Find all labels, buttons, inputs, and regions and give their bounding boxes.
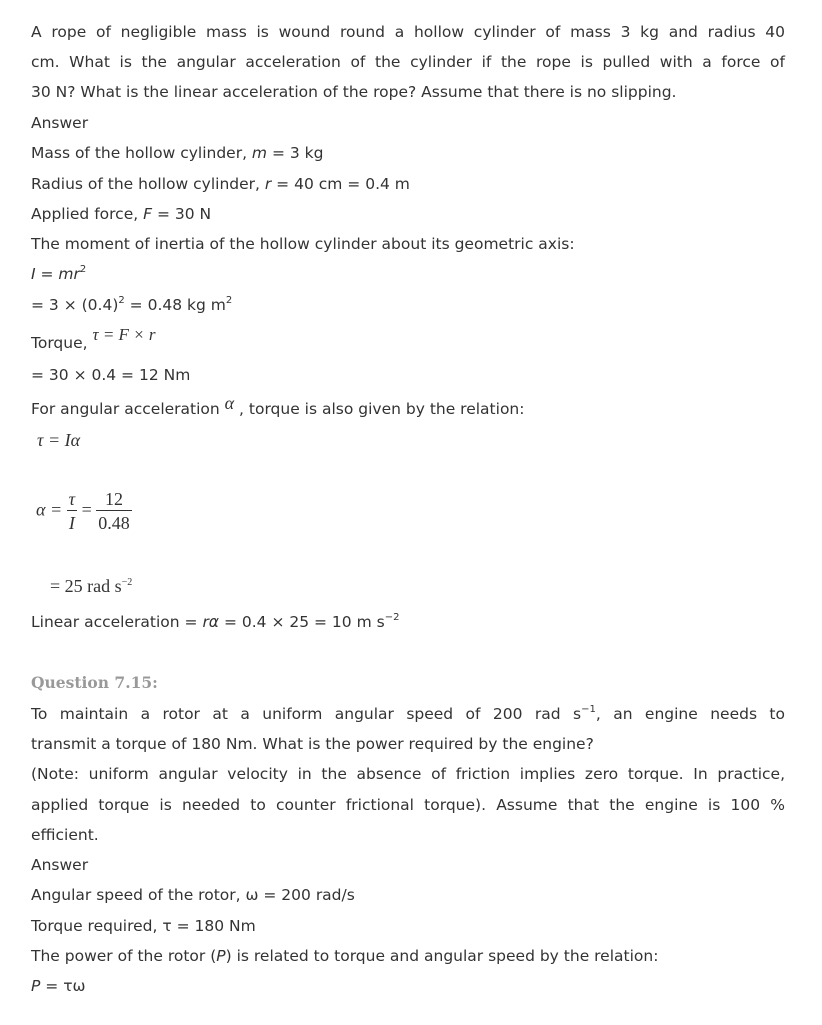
moi-calc-b: = 0.48 kg m bbox=[124, 296, 226, 314]
q14-alpha-result bbox=[50, 576, 132, 596]
q14-mass-line bbox=[31, 143, 323, 163]
torque-formula: τ = F × r bbox=[92, 325, 156, 344]
alpha-result-exp: −2 bbox=[121, 577, 133, 588]
frac-den: I bbox=[68, 513, 75, 533]
q14-moi-formula bbox=[31, 264, 86, 284]
q15-torque-line: Torque required, τ = 180 Nm bbox=[31, 917, 256, 935]
power-text-a: The power of the rotor ( bbox=[31, 947, 217, 965]
frac-num: 12 bbox=[96, 488, 132, 511]
moi-eq: = bbox=[35, 265, 59, 283]
linear-acc-label: Linear acceleration = bbox=[31, 613, 203, 631]
torque-label: Torque, bbox=[31, 334, 93, 352]
linear-acc-var: rα bbox=[202, 613, 220, 631]
radius-var: r bbox=[264, 175, 272, 193]
q15-omega-line: Angular speed of the rotor, ω = 200 rad/s bbox=[31, 886, 355, 904]
alpha-lhs: α = bbox=[36, 499, 63, 520]
power-var: P bbox=[216, 947, 226, 965]
alpha-result-value: = 25 rad s bbox=[50, 576, 122, 596]
frac-den: 0.48 bbox=[98, 513, 130, 533]
power-text-b: ) is related to torque and angular speed by the relation: bbox=[225, 947, 659, 965]
linear-acc-value: = 0.4 × 25 = 10 m s bbox=[219, 613, 385, 631]
q15-line1-b: , an engine needs to bbox=[595, 705, 785, 723]
q14-alpha-equation bbox=[36, 488, 132, 535]
force-var: F bbox=[143, 205, 153, 223]
moi-calc-exp: 2 bbox=[118, 295, 125, 306]
mass-label: Mass of the hollow cylinder, bbox=[31, 144, 252, 162]
q14-torque-line bbox=[31, 325, 156, 353]
q15-line1-exp: −1 bbox=[581, 704, 596, 715]
alpha-eq: = bbox=[81, 499, 92, 520]
moi-unit-exp: 2 bbox=[225, 295, 233, 306]
force-label: Applied force, bbox=[31, 205, 144, 223]
power-formula-rest: = τω bbox=[40, 977, 86, 995]
ang-acc-text-a: For angular acceleration bbox=[31, 400, 225, 418]
q15-question-line-1 bbox=[31, 704, 785, 724]
radius-label: Radius of the hollow cylinder, bbox=[31, 175, 265, 193]
fraction-12-over-048 bbox=[96, 488, 132, 535]
q15-power-formula bbox=[31, 976, 86, 996]
moi-exp: 2 bbox=[79, 264, 87, 275]
linear-acc-exp: −2 bbox=[384, 612, 400, 623]
mass-value: = 3 kg bbox=[267, 144, 324, 162]
q14-relation: τ = Iα bbox=[37, 430, 81, 450]
alpha-symbol: α bbox=[224, 393, 235, 413]
q14-linear-acc-line bbox=[31, 612, 399, 632]
moi-lhs: I bbox=[31, 265, 36, 283]
q15-question-line-2: transmit a torque of 180 Nm. What is the power required by the engine? bbox=[31, 735, 594, 753]
q14-question-line-2: cm. What is the angular acceleration of the cylinder if the rope is pulled with a force of bbox=[31, 53, 785, 71]
q15-heading: Question 7.15: bbox=[31, 673, 158, 692]
q14-radius-line bbox=[31, 174, 410, 194]
q14-angular-acc-line bbox=[31, 393, 525, 419]
q14-moi-calc bbox=[31, 295, 232, 315]
q15-power-text bbox=[31, 946, 658, 966]
frac-num: τ bbox=[68, 489, 76, 509]
mass-var: m bbox=[251, 144, 268, 162]
force-value: = 30 N bbox=[152, 205, 212, 223]
ang-acc-text-b: , torque is also given by the relation: bbox=[234, 400, 525, 418]
radius-value: = 40 cm = 0.4 m bbox=[271, 175, 410, 193]
q14-moi-text: The moment of inertia of the hollow cylinder about its geometric axis: bbox=[31, 235, 575, 253]
power-formula-var: P bbox=[31, 977, 41, 995]
q15-question-line-4: applied torque is needed to counter frictional torque). Assume that the engine is 100 % bbox=[31, 796, 785, 814]
q14-answer-label: Answer bbox=[31, 114, 89, 132]
fraction-tau-over-I bbox=[67, 488, 77, 535]
q14-question-line-1: A rope of negligible mass is wound round a hollow cylinder of mass 3 kg and radius 40 bbox=[31, 23, 785, 41]
q14-force-line bbox=[31, 204, 211, 224]
moi-calc-a: = 3 × (0.4) bbox=[31, 296, 119, 314]
moi-rhs: mr bbox=[58, 265, 80, 283]
q14-question-line-3: 30 N? What is the linear acceleration of the rope? Assume that there is no slipping. bbox=[31, 83, 677, 101]
q15-question-line-3: (Note: uniform angular velocity in the absence of friction implies zero torque. In practice, bbox=[31, 765, 785, 783]
q14-torque-calc: = 30 × 0.4 = 12 Nm bbox=[31, 366, 191, 384]
q15-line1-a: To maintain a rotor at a uniform angular speed of 200 rad s bbox=[31, 705, 582, 723]
q15-answer-label: Answer bbox=[31, 856, 89, 874]
q15-question-line-5: efficient. bbox=[31, 826, 99, 844]
